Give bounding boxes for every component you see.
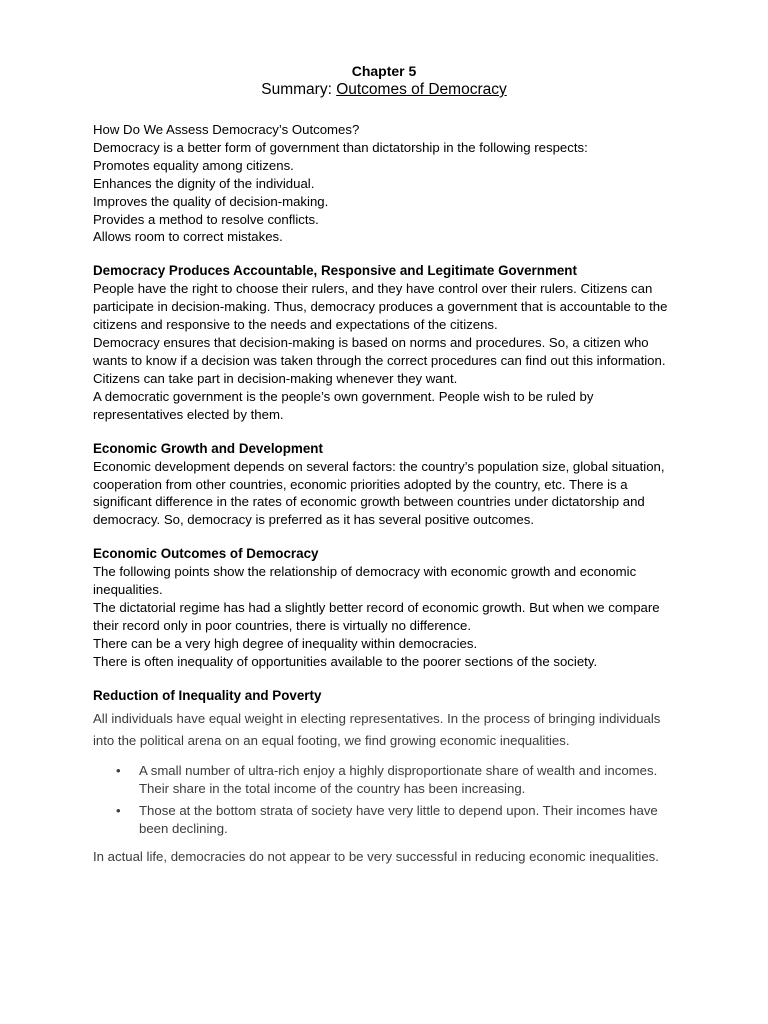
intro-line: Allows room to correct mistakes. bbox=[93, 229, 283, 245]
intro-line: Improves the quality of decision-making. bbox=[93, 193, 329, 209]
bullet-icon: • bbox=[116, 762, 121, 778]
section-heading: Democracy Produces Accountable, Responsive and Legitimate Government bbox=[93, 263, 577, 279]
intro-line: Democracy is a better form of government than dictatorship in the following respects: bbox=[93, 139, 588, 155]
intro-line: Enhances the dignity of the individual. bbox=[93, 175, 315, 191]
summary-title bbox=[0, 80, 768, 100]
intro-line: Provides a method to resolve conflicts. bbox=[93, 211, 319, 227]
section-paragraph: There can be a very high degree of inequality within democracies. bbox=[93, 635, 478, 651]
section-paragraph: Democracy ensures that decision-making is based on norms and procedures. So, a citizen who wants to know if a decision was taken through the correct procedures can find out this information. Citizens can take part in decision-making whenever they want. bbox=[93, 335, 666, 386]
section-paragraph: The following points show the relationship of democracy with economic growth and economic inequalities. bbox=[93, 564, 637, 598]
summary-prefix: Summary: bbox=[261, 81, 337, 98]
intro-line: Promotes equality among citizens. bbox=[93, 157, 294, 173]
conclusion-paragraph: In actual life, democracies do not appear to be very successful in reducing economic inequalities. bbox=[93, 848, 659, 864]
section-paragraph: People have the right to choose their rulers, and they have control over their rulers. Citizens can participate in decision-making. Thus, democracy produces a government that is accountable to the citizens and responsive to the needs and expectations of the citizens. bbox=[93, 281, 668, 333]
list-item-text: Those at the bottom strata of society have very little to depend upon. Their incomes have been declining. bbox=[139, 802, 658, 836]
bullet-icon: • bbox=[116, 802, 121, 818]
section-heading: Reduction of Inequality and Poverty bbox=[93, 687, 322, 703]
list-item bbox=[116, 762, 683, 798]
section-heading: Economic Outcomes of Democracy bbox=[93, 546, 319, 562]
intro-question: How Do We Assess Democracy’s Outcomes? bbox=[93, 122, 360, 137]
document-body bbox=[93, 121, 683, 868]
chapter-title: Chapter 5 bbox=[351, 63, 417, 79]
section-paragraph: All individuals have equal weight in electing representatives. In the process of bringing individuals into the political arena on an equal footing, we find growing economic inequalities. bbox=[93, 710, 661, 748]
list-item-text: A small number of ultra-rich enjoy a highly disproportionate share of wealth and incomes. Their share in the total income of the country has been increasing. bbox=[139, 762, 658, 796]
summary-topic: Outcomes of Democracy bbox=[336, 81, 507, 98]
list-item bbox=[116, 802, 683, 838]
bullet-list bbox=[93, 762, 683, 838]
section-paragraph: Economic development depends on several factors: the country’s population size, global situation, cooperation from other countries, economic priorities adopted by the country, etc. There is a significant difference in the rates of economic growth between countries under dictatorship and democracy. So, democracy is preferred as it has several positive outcomes. bbox=[93, 458, 665, 528]
section-heading: Economic Growth and Development bbox=[93, 440, 323, 456]
section-paragraph: A democratic government is the people’s own government. People wish to be ruled by representatives elected by them. bbox=[93, 388, 594, 422]
section-paragraph: The dictatorial regime has had a slightly better record of economic growth. But when we compare their record only in poor countries, there is virtually no difference. bbox=[93, 600, 660, 633]
section-paragraph: There is often inequality of opportunities available to the poorer sections of the society. bbox=[93, 653, 598, 669]
